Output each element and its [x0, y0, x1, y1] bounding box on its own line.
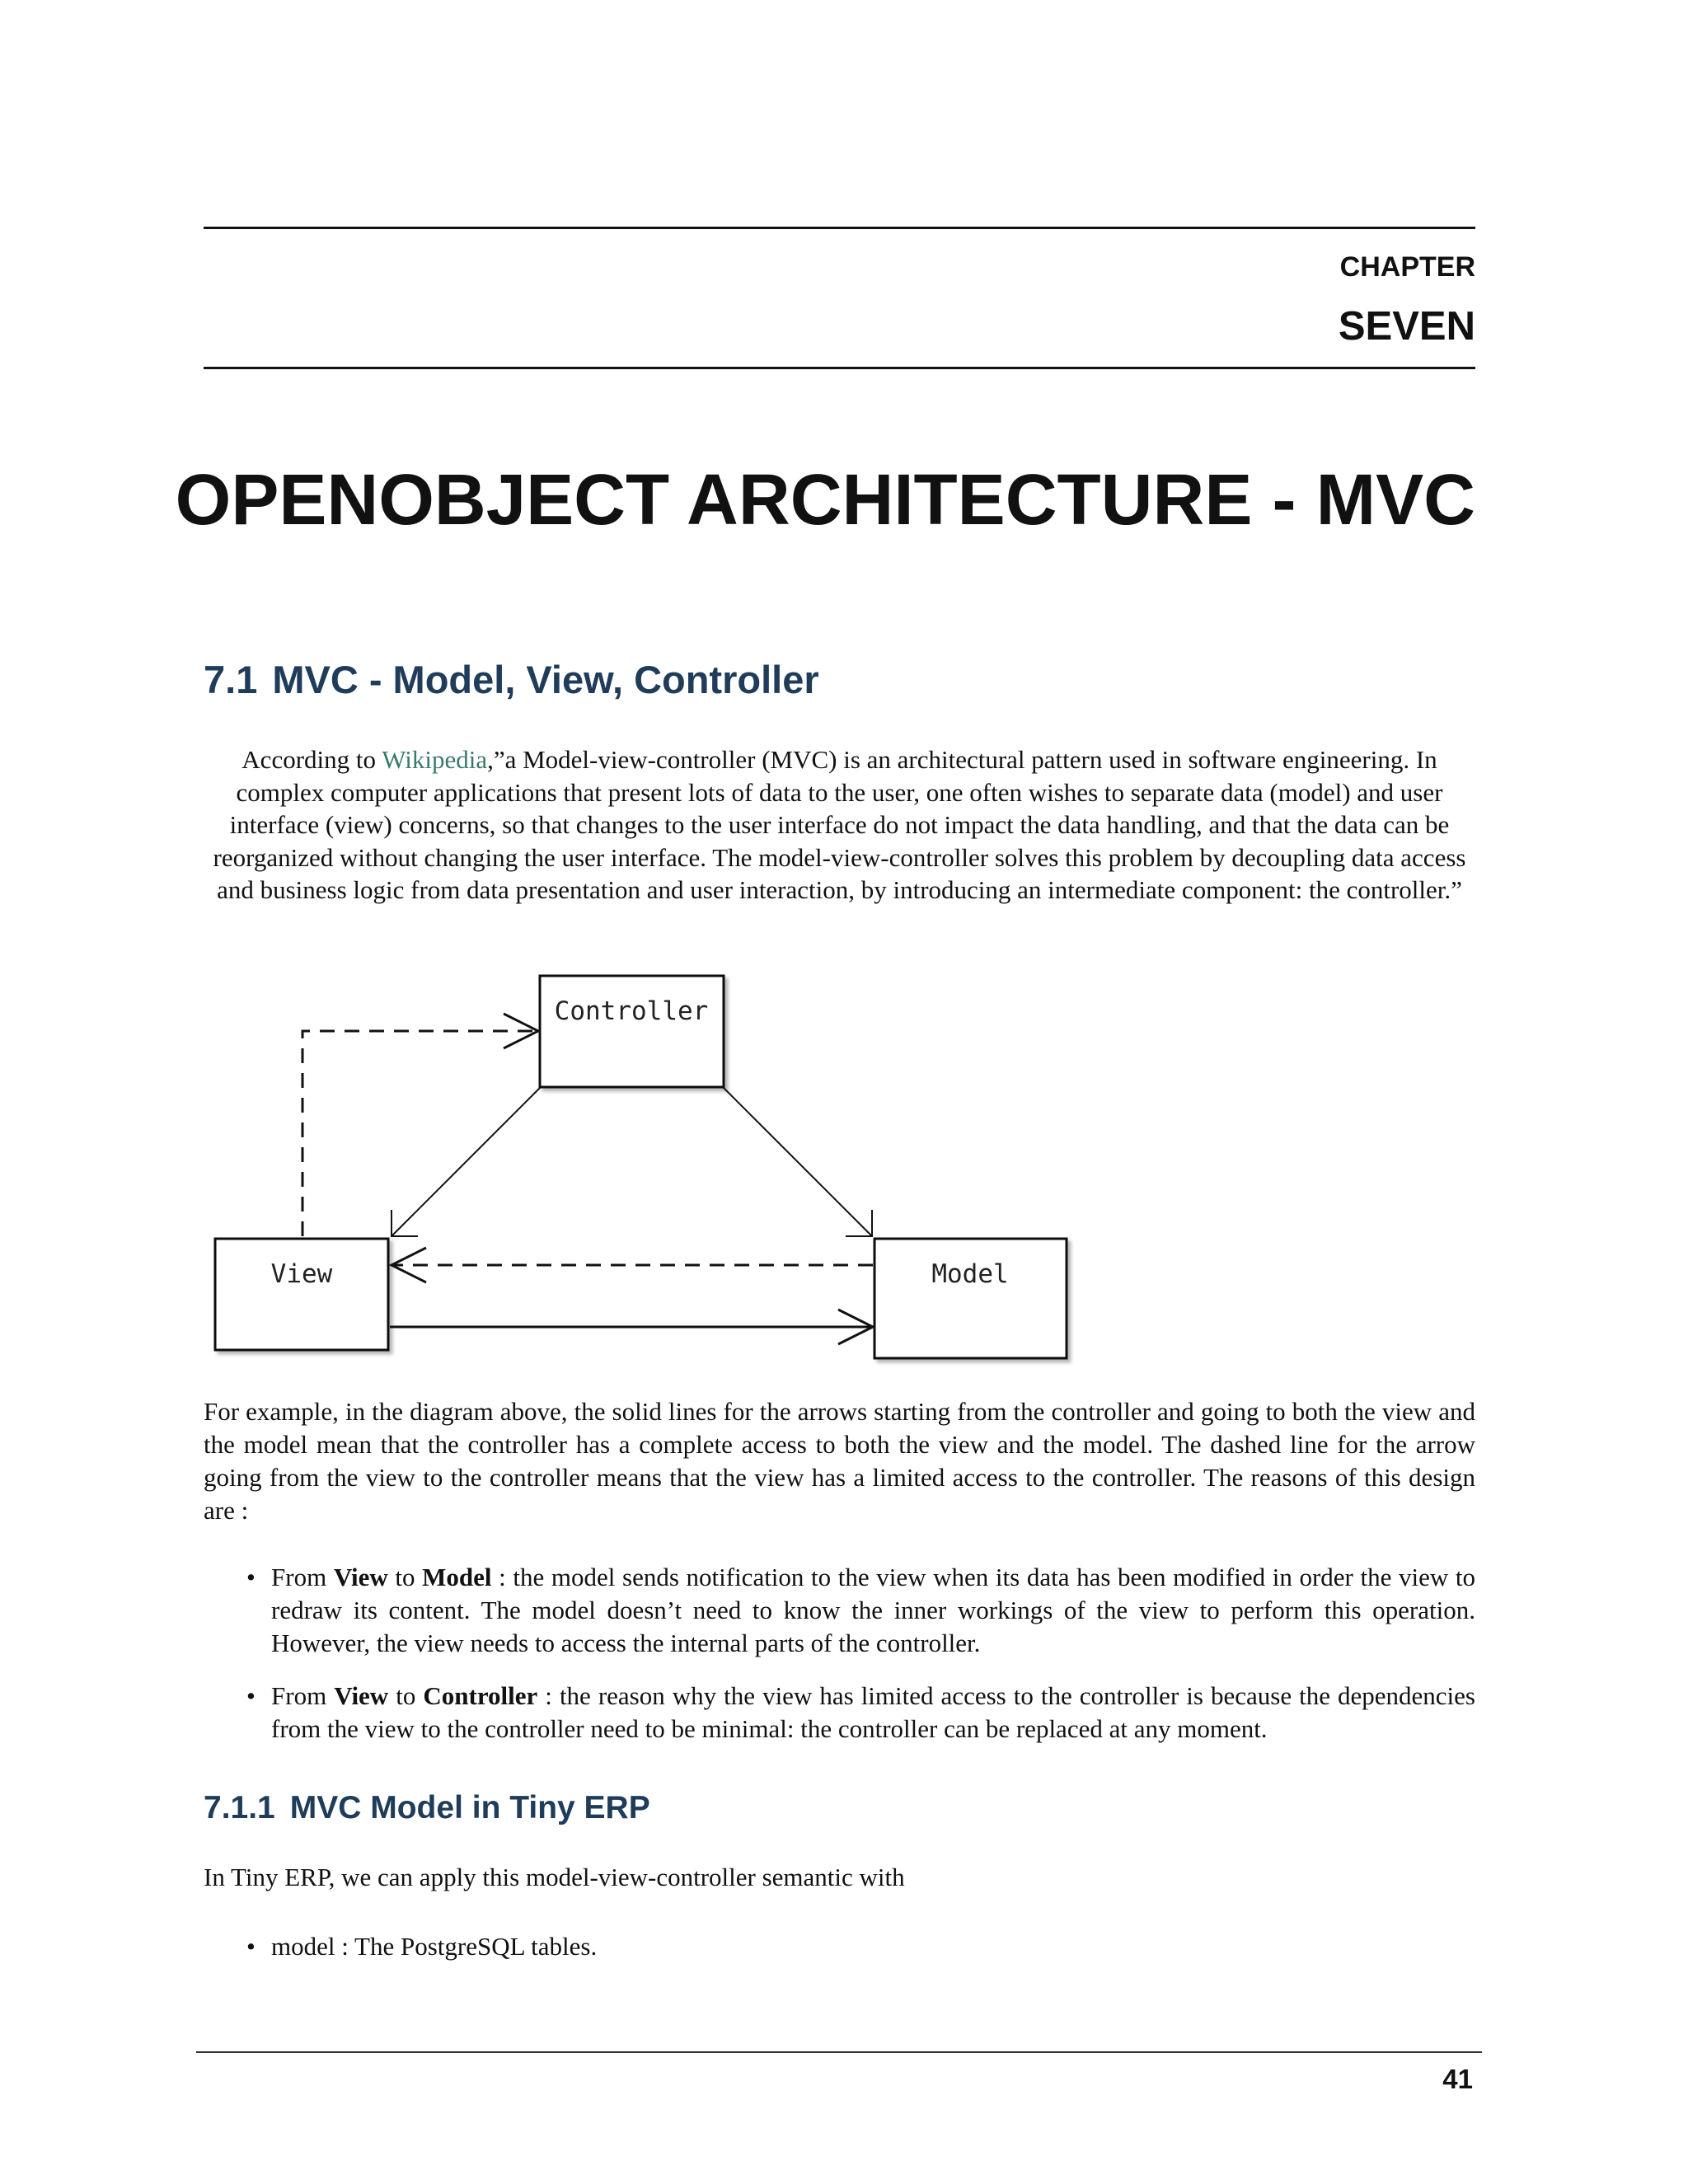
header-top-rule [204, 227, 1475, 229]
controller-box [540, 976, 724, 1087]
arrow-model-to-view [392, 1248, 873, 1282]
page-number: 41 [1442, 2064, 1473, 2094]
footer-rule [196, 2051, 1482, 2053]
view-label: View [270, 1259, 333, 1289]
chapter-number: SEVEN [1338, 304, 1475, 349]
design-reasons-list [204, 1561, 1475, 1765]
subsection-heading [204, 1790, 650, 1826]
term-model: Model [422, 1563, 492, 1591]
term-controller: Controller [423, 1681, 538, 1710]
subsection-number: 7.1.1 [204, 1790, 275, 1825]
list-item: • model : The PostgreSQL tables. [246, 1932, 598, 1961]
header-bottom-rule [204, 367, 1475, 369]
term-view: View [333, 1563, 388, 1591]
term-view: View [334, 1681, 389, 1710]
section-title: MVC - Model, View, Controller [272, 658, 819, 701]
wikipedia-link[interactable]: Wikipedia [382, 745, 488, 774]
controller-label: Controller [554, 996, 709, 1026]
section-heading [204, 657, 819, 702]
model-box [874, 1239, 1067, 1358]
arrow-controller-to-view [392, 1088, 540, 1236]
list-item: • From View to Model : the model sends notification to the view when its data has been modified in order the view to redraw its content. The model doesn’t need to know the inner workings of the view to perform this operation. However, the view needs to access the internal parts of the controller. [246, 1563, 1475, 1657]
tiny-erp-mapping-list [204, 1930, 1475, 1983]
chapter-label: CHAPTER [1339, 251, 1475, 283]
arrow-view-to-model [390, 1310, 873, 1344]
quote-prefix: According to [241, 745, 382, 774]
subsection-intro: In Tiny ERP, we can apply this model-view-controller semantic with [204, 1863, 905, 1891]
model-label: Model [931, 1259, 1009, 1289]
view-box [215, 1239, 388, 1350]
arrow-controller-to-model [724, 1088, 872, 1236]
mvc-diagram [210, 964, 1084, 1368]
quote-text: ,”a Model-view-controller (MVC) is an architectural pattern used in software engineering. In complex computer applications that present lots of data to the user, one often wishes to separate data (model) and user interface (view) concerns, so that changes to the user interface do not impact the data handling, and that the data can be reorganized without changing the user interface. The model-view-controller solves this problem by decoupling data access and business logic from data presentation and user interaction, by introducing an intermediate component: the controller.” [213, 745, 1466, 904]
subsection-title: MVC Model in Tiny ERP [289, 1790, 650, 1825]
wikipedia-quote [204, 743, 1475, 907]
diagram-explanation: For example, in the diagram above, the solid lines for the arrows starting from the controller and going to both the view and the model mean that the controller has a complete access to both the view and the model. The dashed line for the arrow going from the view to the controller means that the view has a limited access to the controller. The reasons of this design are : [204, 1397, 1475, 1525]
chapter-title: OPENOBJECT ARCHITECTURE - MVC [175, 460, 1475, 540]
list-item: • From View to Controller : the reason why the view has limited access to the controller is because the dependencies from the view to the controller need to be minimal: the controller can be replaced at any moment. [246, 1681, 1475, 1743]
section-number: 7.1 [204, 658, 258, 701]
